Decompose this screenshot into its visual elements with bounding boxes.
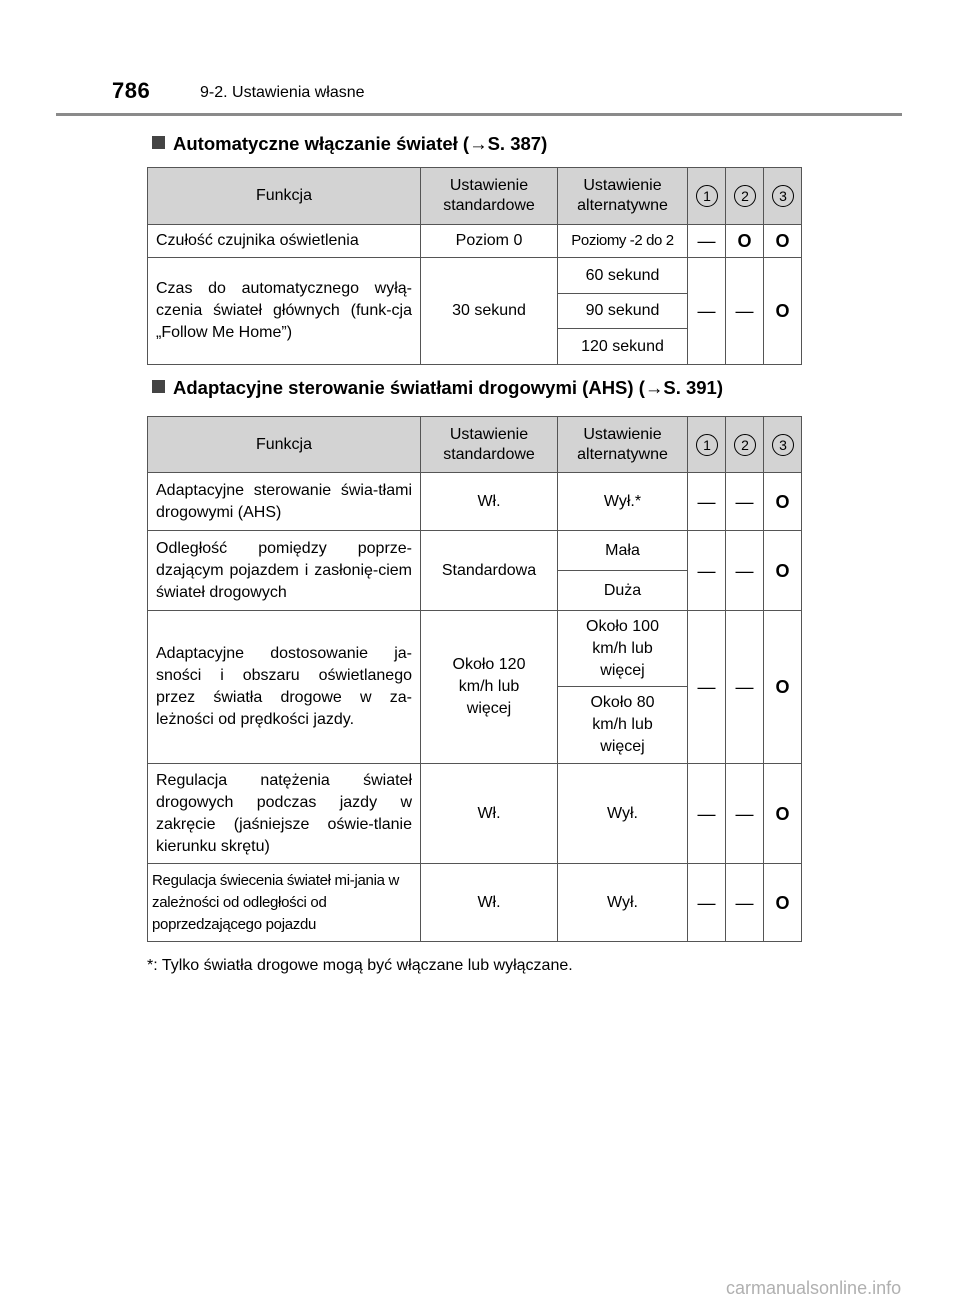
- function-cell: Adaptacyjne dostosowanie ja-sności i obszaru oświetlanego przez światła drogowe w za-leżności od prędkości jazdy.: [148, 611, 421, 764]
- col-default-header: Ustawienie standardowe: [421, 417, 558, 473]
- page-number: 786: [112, 78, 151, 103]
- alternative-cell: Mała: [558, 531, 688, 571]
- method-2-cell: —: [726, 764, 764, 864]
- method-3-cell: O: [764, 864, 802, 942]
- circled-three-icon: 3: [772, 185, 794, 207]
- section-breadcrumb: 9-2. Ustawienia własne: [200, 84, 365, 101]
- method-2-cell: —: [726, 258, 764, 365]
- method-1-cell: —: [688, 764, 726, 864]
- alternative-cell: Około 100 km/h lub więcej: [558, 611, 688, 687]
- watermark: carmanualsonline.info: [726, 1278, 902, 1298]
- alternative-cell: Duża: [558, 571, 688, 611]
- circled-one-icon: 1: [696, 185, 718, 207]
- default-cell: Wł.: [421, 473, 558, 531]
- footnote: *: Tylko światła drogowe mogą być włączane lub wyłączane.: [147, 957, 573, 974]
- col-function-header: Funkcja: [148, 168, 421, 225]
- default-cell: 30 sekund: [421, 258, 558, 365]
- table-row: [148, 258, 802, 294]
- table-row: [148, 611, 802, 687]
- table-header-row: [148, 168, 802, 225]
- function-cell: Czas do automatycznego wyłą-czenia świateł głównych (funk-cja „Follow Me Home”): [148, 258, 421, 365]
- method-3-cell: O: [764, 258, 802, 365]
- bullet-square-icon: [152, 380, 165, 393]
- section2-page-ref[interactable]: S. 391): [663, 377, 724, 398]
- method-3-cell: O: [764, 225, 802, 258]
- col-method-1-header: [688, 168, 726, 225]
- col-alternative-header: Ustawienie alternatywne: [558, 417, 688, 473]
- default-cell: Wł.: [421, 764, 558, 864]
- method-1-cell: —: [688, 864, 726, 942]
- method-2-cell: —: [726, 611, 764, 764]
- function-cell: Adaptacyjne sterowanie świa-tłami drogowymi (AHS): [148, 473, 421, 531]
- alternative-cell: Wył.: [558, 764, 688, 864]
- header-divider: [56, 113, 902, 116]
- method-3-cell: O: [764, 473, 802, 531]
- default-cell: Poziom 0: [421, 225, 558, 258]
- circled-two-icon: 2: [734, 185, 756, 207]
- function-cell: Regulacja natężenia świateł drogowych podczas jazdy w zakręcie (jaśniejsze oświe-tlanie kierunku skrętu): [148, 764, 421, 864]
- function-cell: Czułość czujnika oświetlenia: [148, 225, 421, 258]
- table-row: [148, 473, 802, 531]
- table-row: [148, 531, 802, 571]
- circled-three-icon: 3: [772, 434, 794, 456]
- table-row: [148, 864, 802, 942]
- section1-heading: [152, 133, 547, 155]
- col-method-2-header: [726, 417, 764, 473]
- circled-one-icon: 1: [696, 434, 718, 456]
- method-2-cell: —: [726, 864, 764, 942]
- method-1-cell: —: [688, 531, 726, 611]
- table-row: [148, 225, 802, 258]
- method-1-cell: —: [688, 611, 726, 764]
- arrow-right-icon: →: [644, 377, 664, 398]
- section2-heading: [152, 377, 723, 399]
- alternative-cell: Poziomy -2 do 2: [558, 225, 688, 258]
- table-header-row: [148, 417, 802, 473]
- method-3-cell: O: [764, 611, 802, 764]
- col-function-header: Funkcja: [148, 417, 421, 473]
- arrow-right-icon: →: [469, 133, 488, 154]
- col-method-3-header: [764, 417, 802, 473]
- function-cell: Odległość pomiędzy poprze-dzającym pojazdem i zasłonię-ciem świateł drogowych: [148, 531, 421, 611]
- method-3-cell: O: [764, 531, 802, 611]
- col-method-2-header: [726, 168, 764, 225]
- auto-lights-table: [147, 167, 802, 365]
- function-cell: Regulacja świecenia świateł mi-jania w zależności od odległości od poprzedzającego pojazdu: [148, 864, 421, 942]
- method-2-cell: —: [726, 473, 764, 531]
- default-cell: Wł.: [421, 864, 558, 942]
- alternative-cell: 90 sekund: [558, 294, 688, 329]
- section1-page-ref[interactable]: S. 387): [487, 133, 548, 154]
- col-alternative-header: Ustawienie alternatywne: [558, 168, 688, 225]
- col-method-1-header: [688, 417, 726, 473]
- alternative-cell: Około 80 km/h lub więcej: [558, 687, 688, 764]
- method-1-cell: —: [688, 473, 726, 531]
- section2-title: Adaptacyjne sterowanie światłami drogowymi (AHS) (: [173, 377, 645, 398]
- method-2-cell: O: [726, 225, 764, 258]
- method-3-cell: O: [764, 764, 802, 864]
- alternative-cell: Wył.*: [558, 473, 688, 531]
- bullet-square-icon: [152, 136, 165, 149]
- circled-two-icon: 2: [734, 434, 756, 456]
- method-1-cell: —: [688, 258, 726, 365]
- method-2-cell: —: [726, 531, 764, 611]
- method-1-cell: —: [688, 225, 726, 258]
- default-cell: Około 120 km/h lub więcej: [421, 611, 558, 764]
- alternative-cell: 60 sekund: [558, 258, 688, 294]
- col-default-header: Ustawienie standardowe: [421, 168, 558, 225]
- section1-title: Automatyczne włączanie świateł (: [173, 133, 470, 154]
- table-row: [148, 764, 802, 864]
- alternative-cell: Wył.: [558, 864, 688, 942]
- alternative-cell: 120 sekund: [558, 329, 688, 365]
- ahs-table: [147, 416, 802, 942]
- default-cell: Standardowa: [421, 531, 558, 611]
- col-method-3-header: [764, 168, 802, 225]
